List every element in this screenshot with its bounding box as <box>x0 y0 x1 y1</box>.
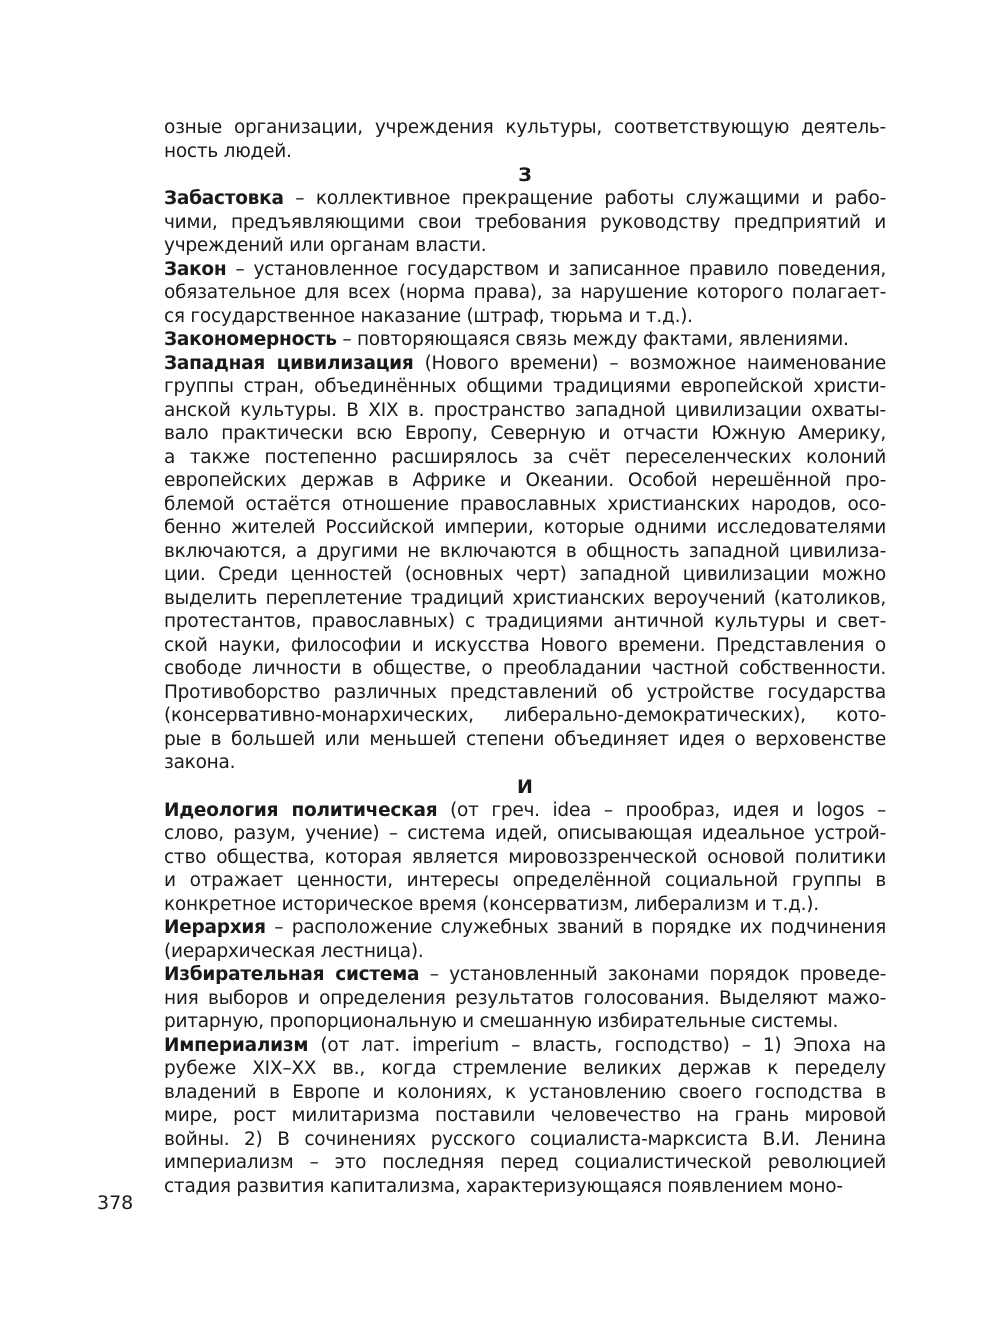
line-text: ся государственное наказание (штраф, тюрьма и т.д.). <box>164 305 693 327</box>
line-text: ской науки, философии и искусства Нового времени. Представления о <box>164 634 886 656</box>
section-letter-heading: И <box>517 775 533 798</box>
line-text: конкретное историческое время (консерватизм, либерализм и т.д.). <box>164 893 819 915</box>
line-text: бенно жителей Российской империи, которые одними исследователями <box>164 517 886 538</box>
text-line <box>164 1010 886 1034</box>
text-line <box>164 799 886 823</box>
text-line <box>164 281 886 305</box>
text-column <box>164 116 886 1198</box>
line-text: владений в Европе и колониях, к установлению своего господства в <box>164 1081 886 1103</box>
line-text: озные организации, учреждения культуры, соответствующую деятель- <box>164 117 886 138</box>
line-text: учреждений или органам власти. <box>164 235 487 256</box>
glossary-entry <box>164 258 886 329</box>
line-text: – повторяющаяся связь между фактами, явлениями. <box>336 329 849 350</box>
line-text: (от лат. imperium – власть, господство) – 1) Эпоха на <box>308 1034 886 1056</box>
text-line <box>164 328 886 352</box>
text-line <box>164 375 886 399</box>
glossary-entry <box>164 352 886 775</box>
glossary-entry <box>164 963 886 1034</box>
text-line <box>164 352 886 376</box>
line-text: империализм – это последняя перед социалистической революцией <box>164 1152 886 1173</box>
line-text: ство общества, которая является мировоззренческой основой политики <box>164 846 886 868</box>
text-line <box>164 446 886 470</box>
text-line <box>164 516 886 540</box>
text-line <box>164 728 886 752</box>
glossary-entry <box>164 916 886 963</box>
glossary-term: Закон <box>164 258 227 280</box>
line-text: (консервативно-монархических, либерально-демократических), кото- <box>164 705 886 726</box>
line-text: а также постепенно расширялось за счёт переселенческих колоний <box>164 446 886 468</box>
line-text: (иерархическая лестница). <box>164 940 424 962</box>
line-text: вало практически всю Европу, Северную и отчасти Южную Америку, <box>164 423 886 444</box>
glossary-term: Идеология политическая <box>164 799 438 821</box>
text-line <box>164 140 886 164</box>
text-line <box>164 657 886 681</box>
text-line <box>164 469 886 493</box>
line-text: – расположение служебных званий в порядке их подчинения <box>265 917 886 938</box>
line-text: ность людей. <box>164 140 292 162</box>
line-text: слово, разум, учение) – система идей, описывающая идеальное устрой- <box>164 823 886 844</box>
glossary-entry <box>164 799 886 917</box>
text-line <box>164 211 886 235</box>
text-line <box>164 963 886 987</box>
line-text: Противоборство различных представлений об устройстве государства <box>164 681 886 703</box>
text-line <box>164 916 886 940</box>
line-text: ния выборов и определения результатов голосования. Выделяют мажо- <box>164 987 886 1009</box>
text-line <box>164 422 886 446</box>
glossary-entry <box>164 1034 886 1199</box>
glossary-term: Иерархия <box>164 917 266 938</box>
line-text: рые в большей или меньшей степени объединяет идея о верховенстве <box>164 728 886 750</box>
text-line <box>164 610 886 634</box>
line-text: стадия развития капитализма, характеризующаяся появлением моно- <box>164 1175 843 1197</box>
glossary-term: Избирательная система <box>164 964 420 985</box>
line-text: мире, рост милитаризма поставили человечество на грань мировой <box>164 1105 886 1126</box>
line-text: – установленный законами порядок проведе- <box>419 964 886 985</box>
line-text: – коллективное прекращение работы служащими и рабо- <box>283 188 886 209</box>
line-text: войны. 2) В сочинениях русского социалиста-марксиста В.И. Ленина <box>164 1128 886 1150</box>
line-text: протестантов, православных) с традициями античной культуры и свет- <box>164 611 886 632</box>
text-line <box>164 1057 886 1081</box>
text-line <box>164 587 886 611</box>
text-line <box>164 234 886 258</box>
text-line <box>164 1104 886 1128</box>
text-line <box>164 822 886 846</box>
text-line <box>164 540 886 564</box>
text-line <box>164 987 886 1011</box>
section-letter-heading: З <box>518 164 532 186</box>
line-text: рубеже XIX–XX вв., когда стремление великих держав к переделу <box>164 1058 886 1079</box>
text-line <box>164 681 886 705</box>
glossary-term: Империализм <box>164 1034 309 1056</box>
continued-paragraph <box>164 116 886 163</box>
text-line <box>164 493 886 517</box>
page-number: 378 <box>97 1192 134 1214</box>
line-text: (от греч. idea – прообраз, идея и logos – <box>437 799 886 821</box>
line-text: анской культуры. В XIX в. пространство западной цивилизации охваты- <box>164 399 886 421</box>
text-line <box>164 1151 886 1175</box>
text-line <box>164 751 886 775</box>
line-text: выделить переплетение традиций христианских вероучений (католиков, <box>164 587 886 609</box>
line-text: чими, предъявляющими свои требования руководству предприятий и <box>164 211 886 233</box>
line-text: – установленное государством и записанное правило поведения, <box>226 258 886 280</box>
text-line <box>164 940 886 964</box>
line-text: включаются, а другими не включаются в общность западной цивилиза- <box>164 540 886 562</box>
text-line <box>164 704 886 728</box>
line-text: ритарную, пропорциональную и смешанную избирательные системы. <box>164 1011 839 1032</box>
text-line <box>164 1081 886 1105</box>
text-line <box>164 1175 886 1199</box>
text-line <box>164 846 886 870</box>
line-text: свободе личности в обществе, о преобладании частной собственности. <box>164 658 886 679</box>
text-line <box>164 399 886 423</box>
line-text: блемой остаётся отношение православных христианских народов, осо- <box>164 493 886 515</box>
text-line <box>164 563 886 587</box>
text-line <box>164 893 886 917</box>
glossary-term: Закономерность <box>164 329 337 350</box>
text-line <box>164 1128 886 1152</box>
line-text: (Нового времени) – возможное наименование <box>413 352 886 374</box>
text-line <box>164 258 886 282</box>
line-text: ции. Среди ценностей (основных черт) западной цивилизации можно <box>164 564 886 585</box>
line-text: обязательное для всех (норма права), за нарушение которого полагает- <box>164 282 886 303</box>
line-text: закона. <box>164 752 236 773</box>
text-line <box>164 1034 886 1058</box>
line-text: и отражает ценности, интересы определённой социальной группы в <box>164 870 886 891</box>
glossary-entry <box>164 187 886 258</box>
text-line <box>164 116 886 140</box>
text-line <box>164 634 886 658</box>
text-line <box>164 869 886 893</box>
glossary-entry <box>164 328 886 352</box>
text-line <box>164 187 886 211</box>
line-text: европейских держав в Африке и Океании. Особой нерешённой про- <box>164 470 886 491</box>
glossary-term: Западная цивилизация <box>164 352 414 374</box>
text-line <box>164 305 886 329</box>
glossary-term: Забастовка <box>164 188 284 209</box>
line-text: группы стран, объединённых общими традициями европейской христи- <box>164 376 886 397</box>
